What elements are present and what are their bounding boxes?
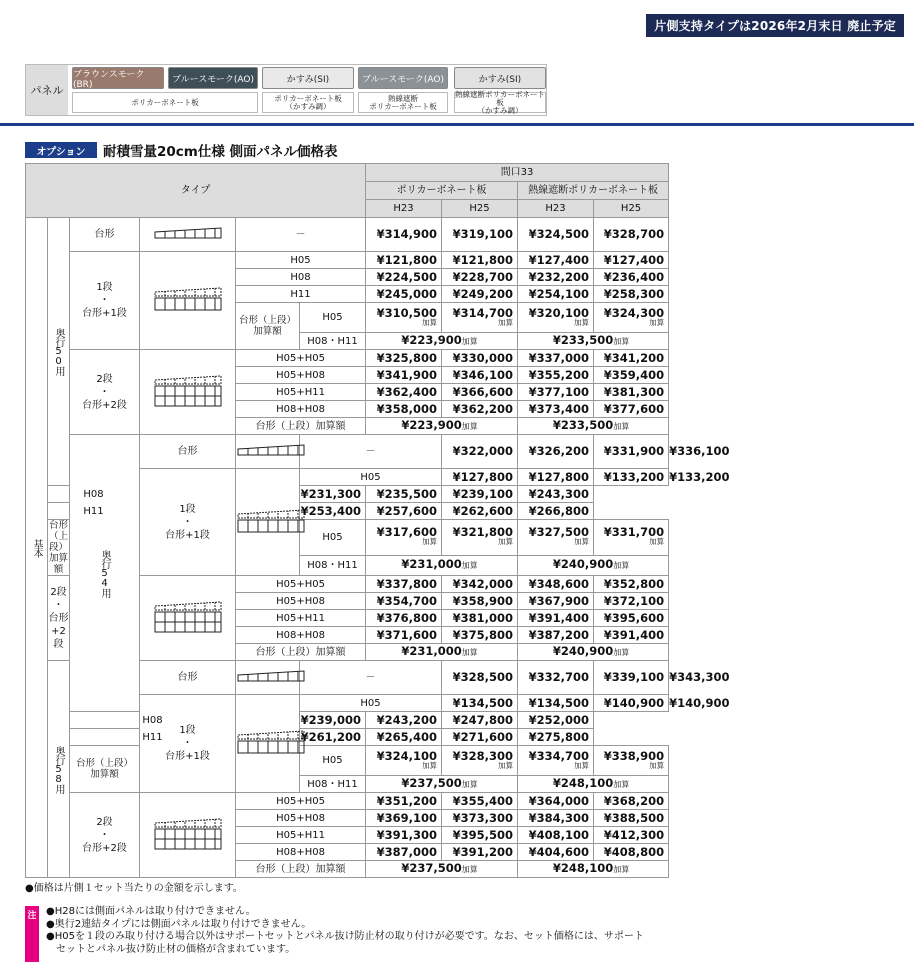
add-label: 台形（上段） 加算額 — [236, 303, 300, 350]
price-cell: ¥248,100加算 — [518, 861, 669, 878]
caution-item: ●H28には側面パネルは取り付けできません。 — [46, 906, 256, 917]
type-label: 2段 ・ 台形+2段 — [70, 793, 140, 878]
price-cell: ¥328,700 — [594, 218, 669, 252]
price-cell: ¥233,500加算 — [518, 418, 669, 435]
price-cell: ¥334,700 加算 — [518, 746, 594, 776]
kasan-label: 加算 — [649, 317, 665, 327]
price-cell: ¥248,100加算 — [518, 776, 669, 793]
price-cell: ¥373,300 — [442, 810, 518, 827]
price-cell: ¥328,300 加算 — [442, 746, 518, 776]
price-cell: ¥237,500加算 — [366, 861, 518, 878]
price-cell: ¥341,200 — [594, 350, 669, 367]
price-cell: ¥362,400 — [366, 384, 442, 401]
price-cell: ¥381,300 — [594, 384, 669, 401]
price-cell: ¥271,600 — [442, 729, 518, 746]
price-cell: ¥133,200 — [594, 469, 669, 486]
kasan-label: 加算 — [498, 760, 514, 770]
header-h25: H25 — [442, 200, 518, 218]
height-label: H08 — [48, 486, 140, 503]
price-cell: ¥324,500 — [518, 218, 594, 252]
height-label: H08・H11 — [300, 776, 366, 793]
price-cell: ¥330,000 — [442, 350, 518, 367]
height-label: H08・H11 — [300, 555, 366, 575]
panel-swatch: ブルースモーク(AO) — [168, 67, 258, 89]
price-cell: ¥321,800 加算 — [442, 520, 518, 556]
price-cell: ¥326,200 — [518, 435, 594, 469]
price-cell: ¥367,900 — [518, 593, 594, 610]
kasan-label: 加算 — [422, 317, 438, 327]
header-maguchi: 間口33 — [366, 164, 669, 182]
price-cell: ¥223,900加算 — [366, 333, 518, 350]
header-h23: H23 — [518, 200, 594, 218]
price-cell: ¥253,400 — [300, 503, 366, 520]
dash: － — [300, 661, 442, 695]
price-cell: ¥339,100 — [594, 661, 669, 695]
price-cell: ¥377,100 — [518, 384, 594, 401]
price-cell: ¥121,800 — [442, 252, 518, 269]
price-cell: ¥314,900 — [366, 218, 442, 252]
price-cell: ¥371,600 — [366, 627, 442, 644]
header-type: タイプ — [26, 164, 366, 218]
add-label: 台形（上段） 加算額 — [70, 746, 140, 793]
type-label: 台形 — [140, 435, 236, 469]
price-cell: ¥240,900加算 — [518, 555, 669, 575]
type-label: 1段 ・ 台形+1段 — [140, 469, 236, 576]
header-poly: ポリカーボネート板 — [366, 182, 518, 200]
price-cell: ¥231,000加算 — [366, 555, 518, 575]
page-title: 耐積雪量20cm仕様 側面パネル価格表 — [103, 144, 338, 160]
price-cell: ¥262,600 — [442, 503, 518, 520]
kasan-label: 加算 — [498, 537, 514, 547]
price-cell: ¥384,300 — [518, 810, 594, 827]
price-cell: ¥388,500 — [594, 810, 669, 827]
height-label: H05 — [300, 520, 366, 556]
discontinue-notice: 片側支持タイプは2026年2月末日 廃止予定 — [646, 14, 904, 37]
price-cell: ¥376,800 — [366, 610, 442, 627]
price-cell: ¥377,600 — [594, 401, 669, 418]
type-label: 1段 ・ 台形+1段 — [70, 252, 140, 350]
panel-diagram — [140, 793, 236, 878]
price-cell: ¥266,800 — [518, 503, 594, 520]
price-cell: ¥322,000 — [442, 435, 518, 469]
price-cell: ¥245,000 — [366, 286, 442, 303]
height-label: H05+H08 — [236, 367, 366, 384]
trapezoid-panel-icon — [236, 669, 306, 683]
price-cell: ¥332,700 — [518, 661, 594, 695]
price-cell: ¥412,300 — [594, 827, 669, 844]
depth-label: 奥行58用 — [48, 661, 70, 878]
price-cell: ¥224,500 — [366, 269, 442, 286]
price-cell: ¥232,200 — [518, 269, 594, 286]
caution-item: ●奥行2連結タイプには側面パネルは取り付けできません。 — [46, 918, 312, 930]
price-cell: ¥240,900加算 — [518, 644, 669, 661]
price-cell: ¥364,000 — [518, 793, 594, 810]
price-cell: ¥275,800 — [518, 729, 594, 746]
add-label: 台形（上段）加算額 — [236, 861, 366, 878]
price-cell: ¥341,900 — [366, 367, 442, 384]
two-step-panel-icon — [153, 374, 223, 408]
price-cell: ¥359,400 — [594, 367, 669, 384]
price-cell: ¥331,900 — [594, 435, 669, 469]
dash: － — [300, 435, 442, 469]
kasan-label: 加算 — [649, 537, 665, 547]
price-cell: ¥261,200 — [300, 729, 366, 746]
header-heat: 熱線遮断ポリカーボネート板 — [518, 182, 669, 200]
price-cell: ¥324,300 加算 — [594, 303, 669, 333]
one-step-panel-icon — [153, 286, 223, 312]
panel-material: ポリカーボネート板 — [72, 92, 258, 113]
price-cell: ¥236,400 — [594, 269, 669, 286]
price-cell: ¥381,000 — [442, 610, 518, 627]
price-cell: ¥391,400 — [594, 627, 669, 644]
price-cell: ¥265,400 — [366, 729, 442, 746]
price-cell: ¥358,900 — [442, 593, 518, 610]
price-cell: ¥338,900 加算 — [594, 746, 669, 776]
caution-item: セットとパネル抜け防止材の価格が含まれています。 — [46, 943, 296, 955]
type-label: 台形 — [70, 218, 140, 252]
height-label: H05 — [300, 469, 442, 486]
price-cell: ¥352,800 — [594, 576, 669, 593]
price-cell: ¥327,500 加算 — [518, 520, 594, 556]
panel-material: 熱線遮断 ポリカーボネート板 — [358, 92, 448, 113]
height-label: H05+H05 — [236, 350, 366, 367]
height-label: H05 — [300, 303, 366, 333]
kihon-label: 基本 — [26, 218, 48, 878]
panel-swatch: かすみ(SI) — [454, 67, 546, 89]
dash: － — [236, 218, 366, 252]
type-label: 2段 ・ 台形+2段 — [70, 350, 140, 435]
price-cell: ¥337,800 — [366, 576, 442, 593]
price-cell: ¥395,500 — [442, 827, 518, 844]
price-cell: ¥355,400 — [442, 793, 518, 810]
note: ●価格は片側１セット当たりの金額を示します。 — [25, 883, 243, 894]
caution-badge: 注 — [25, 906, 39, 962]
panel-diagram — [236, 661, 300, 695]
one-step-panel-icon — [236, 508, 306, 534]
type-label: 1段 ・ 台形+1段 — [140, 695, 236, 793]
section-divider — [0, 123, 914, 126]
price-cell: ¥314,700 加算 — [442, 303, 518, 333]
type-label: 台形 — [140, 661, 236, 695]
caution-list — [46, 906, 644, 956]
header-h25: H25 — [594, 200, 669, 218]
panel-diagram — [236, 435, 300, 469]
price-cell: ¥355,200 — [518, 367, 594, 384]
price-cell: ¥362,200 — [442, 401, 518, 418]
panel-diagram — [140, 218, 236, 252]
height-label: H08+H08 — [236, 627, 366, 644]
kasan-label: 加算 — [574, 537, 590, 547]
price-cell: ¥391,200 — [442, 844, 518, 861]
price-cell: ¥404,600 — [518, 844, 594, 861]
add-label: 台形（上段） 加算額 — [48, 520, 68, 575]
depth-label: 奥行54用 — [70, 435, 140, 712]
height-label: H05+H11 — [236, 610, 366, 627]
price-cell: ¥395,600 — [594, 610, 669, 627]
price-cell: ¥228,700 — [442, 269, 518, 286]
price-cell: ¥346,100 — [442, 367, 518, 384]
height-label: H05+H05 — [236, 793, 366, 810]
price-cell: ¥369,100 — [366, 810, 442, 827]
panel-diagram — [140, 350, 236, 435]
price-cell: ¥258,300 — [594, 286, 669, 303]
panel-material: 熱線遮断ポリカーボネート板 （かすみ調） — [455, 89, 545, 115]
price-table: タイプ 間口33 ポリカーボネート板 熱線遮断ポリカーボネート板 H23 H25 H23 H25 基本 奥行50用 台形 － ¥314,900 ¥319,100 ¥324,500 ¥328,700 1段 ・ 台形+1段 H05 ¥121,800 ¥121,800 ¥127,400 ¥127,400 H08 ¥224,500 ¥228,700 ¥232,200 ¥236,400 H11 ¥245,000 ¥249,200 ¥254,100 ¥258,300 台形（上段） 加算額 H05 ¥310,500 加算 ¥314,700 加算 ¥320,100 加算 ¥324,300 加算 H08・H11 ¥223,900加算 ¥233,500加算 2段 ・ 台形+2段 H05+H05 ¥325,800 ¥330,000 ¥337,000 ¥341,200 H05+H08 ¥341,900 ¥346,100 ¥355,200 ¥359,400 H05+H11 ¥362,400 ¥366,600 ¥377,100 ¥381,300 H08+H08 ¥358,000 ¥362,200 ¥373,400 ¥377,600 台形（上段）加算額 ¥223,900加算 ¥233,500加算 奥行54用 台形 － ¥322,000 ¥326,200 ¥331,900 ¥336,100 1段 ・ 台形+1段 H05 ¥127,800 ¥127,800 ¥133,200 ¥133,200 H08 ¥231,300 ¥235,500 ¥239,100 ¥243,300 H11 ¥253,400 ¥257,600 ¥262,600 ¥266,800 台形（上段） 加算額 H05 ¥317,600 加算 ¥321,800 加算 ¥327,500 加算 ¥331,700 加算 H08・H11 ¥231,000加算 ¥240,900加算 2段 ・ 台形+2段 H05+H05 ¥337,800 ¥342,000 ¥348,600 ¥352,800 H05+H08 ¥354,700 ¥358,900 ¥367,900 ¥372,100 H05+H11 ¥376,800 ¥381,000 ¥391,400 ¥395,600 H08+H08 ¥371,600 ¥375,800 ¥387,200 ¥391,400 台形（上段）加算額 ¥231,000加算 ¥240,900加算 奥行58用 台形 － ¥328,500 ¥332,700 ¥339,100 ¥343,300 1段 ・ 台形+1段 H05 ¥134,500 ¥134,500 ¥140,900 ¥140,900 H08 ¥239,000 ¥243,200 ¥247,800 ¥252,000 H11 ¥261,200 ¥265,400 ¥271,600 ¥275,800 台形（上段） 加算額 H05 ¥324,100 加算 ¥328,300 加算 ¥334,700 加算 ¥338,900 加算 H08・H11 ¥237,500加算 ¥248,100加算 2段 ・ 台形+2段 H05+H05 ¥351,200 ¥355,400 ¥364,000 ¥368,200 H05+H08 ¥369,100 ¥373,300 ¥384,300 ¥388,500 H05+H11 ¥391,300 ¥395,500 ¥408,100 ¥412,300 H08+H08 ¥387,000 ¥391,200 ¥404,600 ¥408,800 台形（上段）加算額 ¥237,500加算 ¥248,100加算 — [25, 163, 669, 878]
panel-diagram — [236, 469, 300, 576]
type-label: 2段 ・ 台形+2段 — [48, 576, 70, 661]
height-label: H08+H08 — [236, 844, 366, 861]
price-cell: ¥358,000 — [366, 401, 442, 418]
panel-legend — [25, 64, 547, 116]
panel-swatch: かすみ(SI) — [262, 67, 354, 89]
caution-item: ●H05を１段のみ取り付ける場合以外はサポートセットとパネル抜け防止材の取り付けが必要です。なお、セット価格には、サポート — [46, 931, 644, 942]
price-cell: ¥391,400 — [518, 610, 594, 627]
price-cell: ¥375,800 — [442, 627, 518, 644]
price-cell: ¥127,400 — [518, 252, 594, 269]
price-cell: ¥243,200 — [366, 712, 442, 729]
panel-diagram — [236, 695, 300, 793]
price-cell: ¥387,000 — [366, 844, 442, 861]
trapezoid-panel-icon — [153, 226, 223, 240]
height-label: H11 — [236, 286, 366, 303]
price-cell: ¥320,100 加算 — [518, 303, 594, 333]
kasan-label: 加算 — [422, 537, 438, 547]
panel-diagram — [140, 252, 236, 350]
header-h23: H23 — [366, 200, 442, 218]
price-cell: ¥127,800 — [518, 469, 594, 486]
price-cell: ¥324,100 加算 — [366, 746, 442, 776]
price-cell: ¥134,500 — [518, 695, 594, 712]
price-cell: ¥249,200 — [442, 286, 518, 303]
price-cell: ¥231,000加算 — [366, 644, 518, 661]
price-cell: ¥387,200 — [518, 627, 594, 644]
price-cell: ¥368,200 — [594, 793, 669, 810]
price-cell: ¥348,600 — [518, 576, 594, 593]
height-label: H05+H08 — [236, 593, 366, 610]
price-cell: ¥325,800 — [366, 350, 442, 367]
price-cell: ¥127,400 — [594, 252, 669, 269]
two-step-panel-icon — [153, 600, 223, 634]
price-cell: ¥391,300 — [366, 827, 442, 844]
height-label: H05 — [300, 695, 442, 712]
trapezoid-panel-icon — [236, 443, 306, 457]
panel-swatch: ブラウンスモーク(BR) — [72, 67, 164, 89]
two-step-panel-icon — [153, 817, 223, 851]
price-cell: ¥237,500加算 — [366, 776, 518, 793]
price-cell: ¥231,300 — [300, 486, 366, 503]
height-label: H08・H11 — [300, 333, 366, 350]
price-cell: ¥351,200 — [366, 793, 442, 810]
price-cell: ¥317,600 加算 — [366, 520, 442, 556]
panel-material: ポリカーボネート板 （かすみ調） — [262, 92, 354, 113]
option-badge: オプション — [25, 142, 97, 158]
price-cell: ¥408,100 — [518, 827, 594, 844]
price-cell: ¥328,500 — [442, 661, 518, 695]
kasan-label: 加算 — [649, 760, 665, 770]
price-cell: ¥247,800 — [442, 712, 518, 729]
height-label: H05 — [300, 746, 366, 776]
height-label: H08 — [70, 712, 236, 729]
price-cell: ¥233,500加算 — [518, 333, 669, 350]
panel-diagram — [140, 576, 236, 661]
price-cell: ¥254,100 — [518, 286, 594, 303]
price-cell: ¥257,600 — [366, 503, 442, 520]
price-cell: ¥239,000 — [300, 712, 366, 729]
price-cell: ¥373,400 — [518, 401, 594, 418]
height-label: H05+H05 — [236, 576, 366, 593]
depth-label: 奥行50用 — [48, 218, 70, 486]
height-label: H05 — [236, 252, 366, 269]
height-label: H08 — [236, 269, 366, 286]
price-cell: ¥140,900 — [594, 695, 669, 712]
price-cell: ¥239,100 — [442, 486, 518, 503]
price-cell: ¥366,600 — [442, 384, 518, 401]
kasan-label: 加算 — [498, 317, 514, 327]
price-cell: ¥121,800 — [366, 252, 442, 269]
panel-label: パネル — [26, 65, 68, 115]
price-cell: ¥235,500 — [366, 486, 442, 503]
price-cell: ¥408,800 — [594, 844, 669, 861]
price-cell: ¥134,500 — [442, 695, 518, 712]
height-label: H08+H08 — [236, 401, 366, 418]
price-cell: ¥342,000 — [442, 576, 518, 593]
price-cell: ¥319,100 — [442, 218, 518, 252]
height-label: H05+H11 — [236, 827, 366, 844]
panel-swatch: ブルースモーク(AO) — [358, 67, 448, 89]
kasan-label: 加算 — [574, 760, 590, 770]
price-cell: ¥354,700 — [366, 593, 442, 610]
price-cell: ¥310,500 加算 — [366, 303, 442, 333]
height-label: H05+H08 — [236, 810, 366, 827]
one-step-panel-icon — [236, 729, 306, 755]
price-cell: ¥331,700 加算 — [594, 520, 669, 556]
height-label: H05+H11 — [236, 384, 366, 401]
height-label: H11 — [70, 729, 236, 746]
height-label: H11 — [48, 503, 140, 520]
price-cell: ¥252,000 — [518, 712, 594, 729]
kasan-label: 加算 — [422, 760, 438, 770]
add-label: 台形（上段）加算額 — [236, 418, 366, 435]
price-cell: ¥337,000 — [518, 350, 594, 367]
price-cell: ¥243,300 — [518, 486, 594, 503]
price-cell: ¥223,900加算 — [366, 418, 518, 435]
price-cell: ¥372,100 — [594, 593, 669, 610]
kasan-label: 加算 — [574, 317, 590, 327]
add-label: 台形（上段）加算額 — [236, 644, 366, 661]
price-cell: ¥127,800 — [442, 469, 518, 486]
